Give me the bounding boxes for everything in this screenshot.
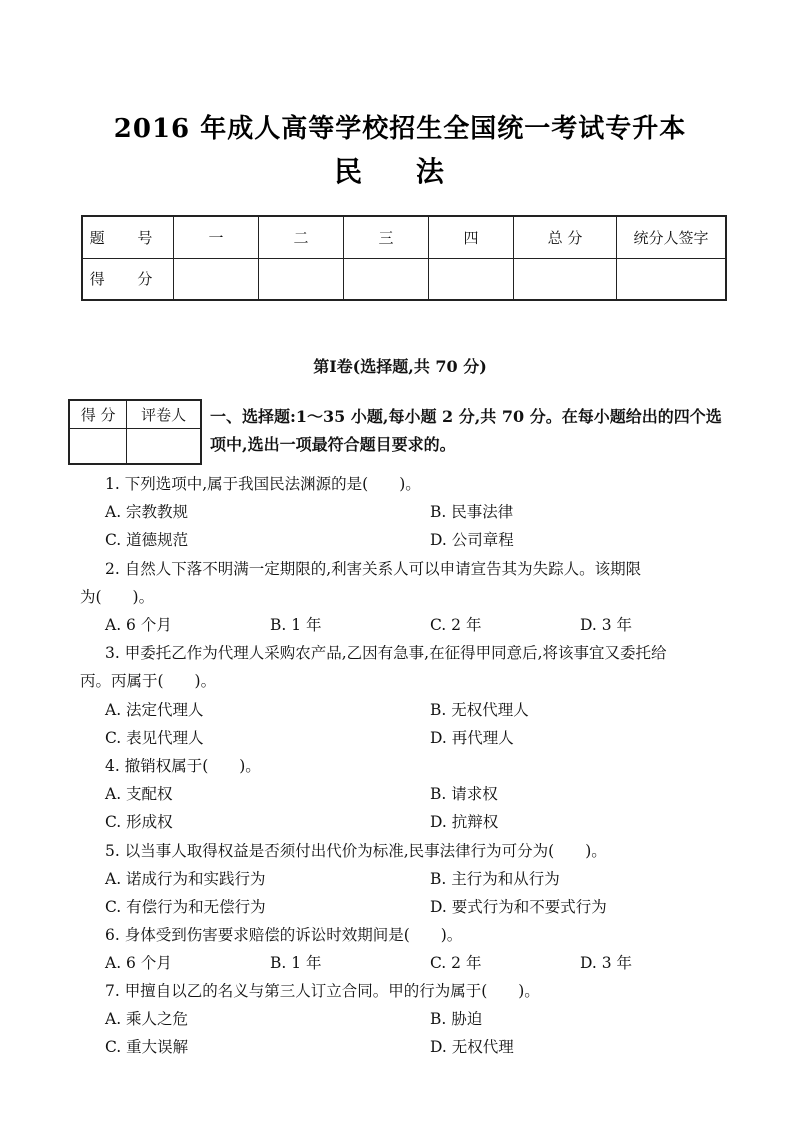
section-title: 第Ⅰ卷(选择题,共 70 分): [313, 357, 487, 376]
grader-score-cell: [69, 428, 127, 464]
option: D. 公司章程: [430, 531, 514, 549]
question-stem: 6. 身体受到伤害要求赔偿的诉讼时效期间是( )。: [105, 926, 463, 944]
score-table: [81, 215, 727, 301]
option: B. 民事法律: [430, 503, 514, 521]
instructions: [210, 403, 750, 459]
score-header-cell: 总 分: [514, 216, 617, 258]
option: C. 2 年: [430, 954, 482, 972]
option: B. 主行为和从行为: [430, 870, 560, 888]
option: D. 再代理人: [430, 729, 514, 747]
score-cell: [514, 258, 617, 300]
grader-name-cell: [127, 428, 201, 464]
score-cell: [617, 258, 727, 300]
option: C. 表见代理人: [105, 729, 204, 747]
option: D. 3 年: [580, 616, 633, 634]
option: A. 6 个月: [105, 616, 172, 634]
instructions-line: 一、选择题:1～35 小题,每小题 2 分,共 70 分。在每小题给出的四个选: [210, 407, 722, 426]
option: D. 要式行为和不要式行为: [430, 898, 607, 916]
option: A. 诺成行为和实践行为: [105, 870, 266, 888]
option: C. 有偿行为和无偿行为: [105, 898, 266, 916]
score-cell: [259, 258, 344, 300]
score-header-cell: 一: [174, 216, 259, 258]
option: C. 2 年: [430, 616, 482, 634]
exam-title: 2016 年成人高等学校招生全国统一考试专升本: [113, 114, 687, 144]
question-stem: 2. 自然人下落不明满一定期限的,利害关系人可以申请宣告其为失踪人。该期限: [105, 560, 642, 578]
grader-score-label: 得 分: [69, 400, 127, 428]
option: B. 请求权: [430, 785, 498, 803]
option: B. 1 年: [270, 954, 322, 972]
option: D. 抗辩权: [430, 813, 499, 831]
option: D. 无权代理: [430, 1038, 514, 1056]
question-stem: 5. 以当事人取得权益是否须付出代价为标准,民事法律行为可分为( )。: [105, 842, 607, 860]
score-cell: [429, 258, 514, 300]
question-stem: 3. 甲委托乙作为代理人采购农产品,乙因有急事,在征得甲同意后,将该事宜又委托给: [105, 644, 667, 662]
instructions-line: 项中,选出一项最符合题目要求的。: [210, 435, 456, 454]
option: B. 胁迫: [430, 1010, 483, 1028]
score-header-cell: 统分人签字: [617, 216, 727, 258]
option: C. 形成权: [105, 813, 173, 831]
option: B. 无权代理人: [430, 701, 529, 719]
option: D. 3 年: [580, 954, 633, 972]
question-stem-cont: 为( )。: [80, 588, 155, 606]
question-stem: 1. 下列选项中,属于我国民法渊源的是( )。: [105, 475, 421, 493]
score-cell: [174, 258, 259, 300]
score-header-cell: 三: [344, 216, 429, 258]
option: A. 宗教教规: [105, 503, 189, 521]
option: C. 重大误解: [105, 1038, 189, 1056]
option: A. 6 个月: [105, 954, 172, 972]
score-header-cell: 四: [429, 216, 514, 258]
question-stem: 4. 撤销权属于( )。: [105, 757, 261, 775]
score-header-cell: 题 号: [82, 216, 174, 258]
option: C. 道德规范: [105, 531, 189, 549]
question-stem: 7. 甲擅自以乙的名义与第三人订立合同。甲的行为属于( )。: [105, 982, 540, 1000]
grader-box: [68, 399, 202, 465]
option: B. 1 年: [270, 616, 322, 634]
score-row-label: 得 分: [82, 258, 174, 300]
option: A. 乘人之危: [105, 1010, 189, 1028]
option: A. 支配权: [105, 785, 173, 803]
score-header-cell: 二: [259, 216, 344, 258]
subject-title: 民 法: [334, 155, 466, 188]
grader-name-label: 评卷人: [127, 400, 201, 428]
score-cell: [344, 258, 429, 300]
question-stem-cont: 丙。丙属于( )。: [80, 672, 217, 690]
option: A. 法定代理人: [105, 701, 204, 719]
